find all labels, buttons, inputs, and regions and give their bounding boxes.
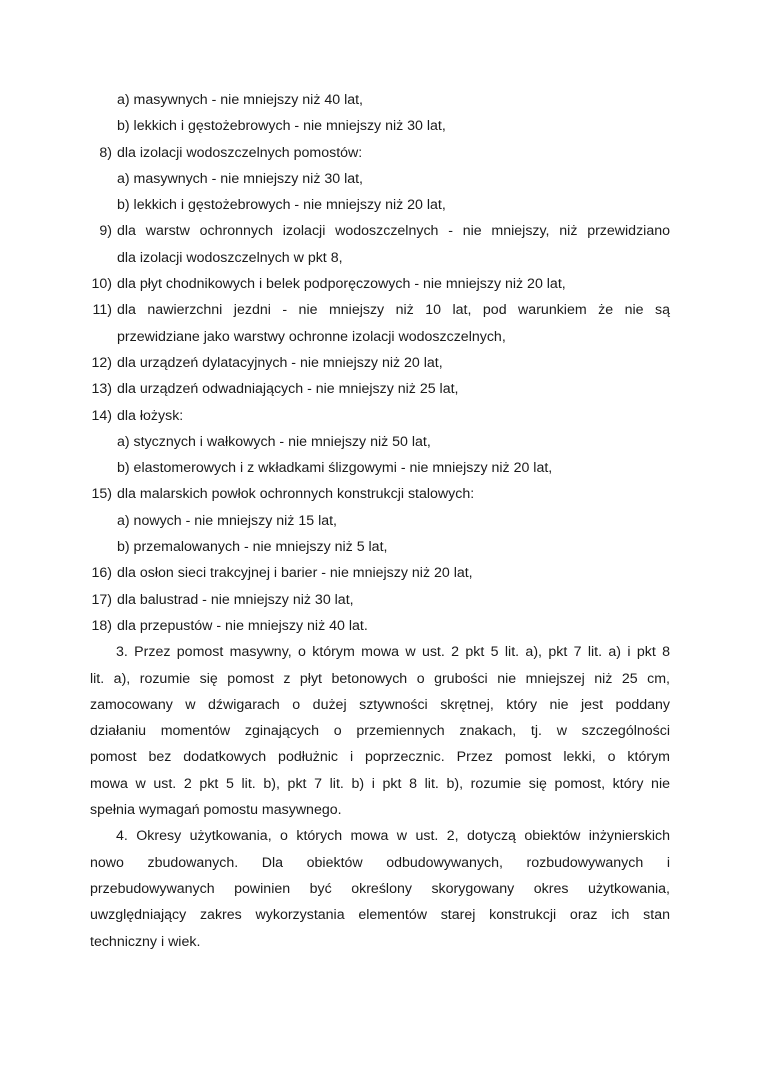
- list-item-text: dla warstw ochronnych izolacji wodoszczelnych - nie mniejszy, niż przewidziano: [117, 223, 670, 240]
- list-item-text: dla urządzeń odwadniających - nie mniejszy niż 25 lat,: [117, 381, 459, 398]
- list-item-text: dla nawierzchni jezdni - nie mniejszy niż 10 lat, pod warunkiem że nie są: [117, 302, 670, 319]
- list-item-number: 17): [91, 591, 112, 608]
- list-item-number: 10): [91, 276, 112, 293]
- sub-item: b) przemalowanych - nie mniejszy niż 5 lat,: [117, 539, 388, 556]
- list-item-number: 9): [99, 223, 112, 240]
- paragraph-line: przebudowywanych powinien być określony skorygowany okres użytkowania,: [90, 880, 670, 897]
- list-item: [90, 587, 670, 613]
- paragraph-line: pomost bez dodatkowych podłużnic i poprzecznic. Przez pomost lekki, o którym: [90, 749, 670, 766]
- list-item: [90, 481, 670, 507]
- sub-item: a) masywnych - nie mniejszy niż 40 lat,: [117, 92, 364, 108]
- list-item-text: dla balustrad - nie mniejszy niż 30 lat,: [117, 591, 354, 608]
- list-item-number: 14): [91, 407, 112, 424]
- list-item-number: 8): [99, 144, 112, 161]
- list-item-number: 16): [91, 565, 112, 582]
- paragraph-line: 4. Okresy użytkowania, o których mowa w ust. 2, dotyczą obiektów inżynierskich: [116, 828, 670, 845]
- list-item-text: dla płyt chodnikowych i belek podporęczowych - nie mniejszy niż 20 lat,: [117, 276, 566, 293]
- paragraph-line: lit. a), rozumie się pomost z płyt betonowych o grubości nie mniejszej niż 25 cm,: [90, 670, 670, 687]
- sub-item: a) stycznych i wałkowych - nie mniejszy niż 50 lat,: [117, 433, 431, 450]
- list-item-text: dla malarskich powłok ochronnych konstrukcji stalowych:: [117, 486, 475, 503]
- list-item-number: 18): [91, 617, 112, 634]
- paragraph-line: zamocowany w dźwigarach o dużej sztywności skrętnej, który nie jest poddany: [90, 696, 670, 713]
- sub-item: a) masywnych - nie mniejszy niż 30 lat,: [117, 170, 364, 187]
- list-item-text: dla przepustów - nie mniejszy niż 40 lat.: [117, 617, 368, 634]
- paragraph-line: techniczny i wiek.: [90, 933, 201, 950]
- paragraph-line: 3. Przez pomost masywny, o którym mowa w ust. 2 pkt 5 lit. a), pkt 7 lit. a) i pkt 8: [116, 644, 670, 661]
- list-item-text: dla osłon sieci trakcyjnej i barier - nie mniejszy niż 20 lat,: [117, 565, 473, 582]
- paragraph-line: nowo zbudowanych. Dla obiektów odbudowywanych, rozbudowywanych i: [90, 854, 670, 871]
- list-item: [90, 560, 670, 586]
- sub-item: a) nowych - nie mniejszy niż 15 lat,: [117, 512, 337, 529]
- list-item-number: 11): [92, 302, 112, 319]
- paragraph-line: działaniu momentów zginających o przemiennych znakach, tj. w szczególności: [90, 723, 670, 740]
- list-item-number: 13): [91, 381, 112, 398]
- sub-item: b) lekkich i gęstożebrowych - nie mniejszy niż 30 lat,: [117, 118, 446, 135]
- sub-item: b) lekkich i gęstożebrowych - nie mniejszy niż 20 lat,: [117, 197, 446, 214]
- paragraph-line: spełnia wymagań pomostu masywnego.: [90, 802, 342, 819]
- list-item-continuation: przewidziane jako warstwy ochronne izolacji wodoszczelnych,: [117, 328, 506, 345]
- list-item-number: 15): [91, 486, 112, 503]
- list-item: [90, 613, 670, 639]
- list-item-text: dla łożysk:: [117, 407, 184, 424]
- list-item-text: dla urządzeń dylatacyjnych - nie mniejszy niż 20 lat,: [117, 354, 443, 371]
- list-item: [90, 350, 670, 376]
- list-item-number: 12): [91, 354, 112, 371]
- list-item-text: dla izolacji wodoszczelnych pomostów:: [117, 144, 363, 161]
- list-item: [90, 271, 670, 297]
- list-item: [90, 297, 670, 323]
- list-item: [90, 218, 670, 244]
- list-item: [90, 376, 670, 402]
- list-item-continuation: dla izolacji wodoszczelnych w pkt 8,: [117, 249, 343, 266]
- document-body: [90, 87, 670, 955]
- paragraph-line: mowa w ust. 2 pkt 5 lit. b), pkt 7 lit. b) i pkt 8 lit. b), rozumie się pomost, który nie: [90, 775, 670, 792]
- list-item: [90, 140, 670, 166]
- sub-item: b) elastomerowych i z wkładkami ślizgowymi - nie mniejszy niż 20 lat,: [117, 460, 553, 477]
- list-item: [90, 403, 670, 429]
- paragraph-line: uwzględniający zakres wykorzystania elementów starej konstrukcji oraz ich stan: [90, 907, 670, 924]
